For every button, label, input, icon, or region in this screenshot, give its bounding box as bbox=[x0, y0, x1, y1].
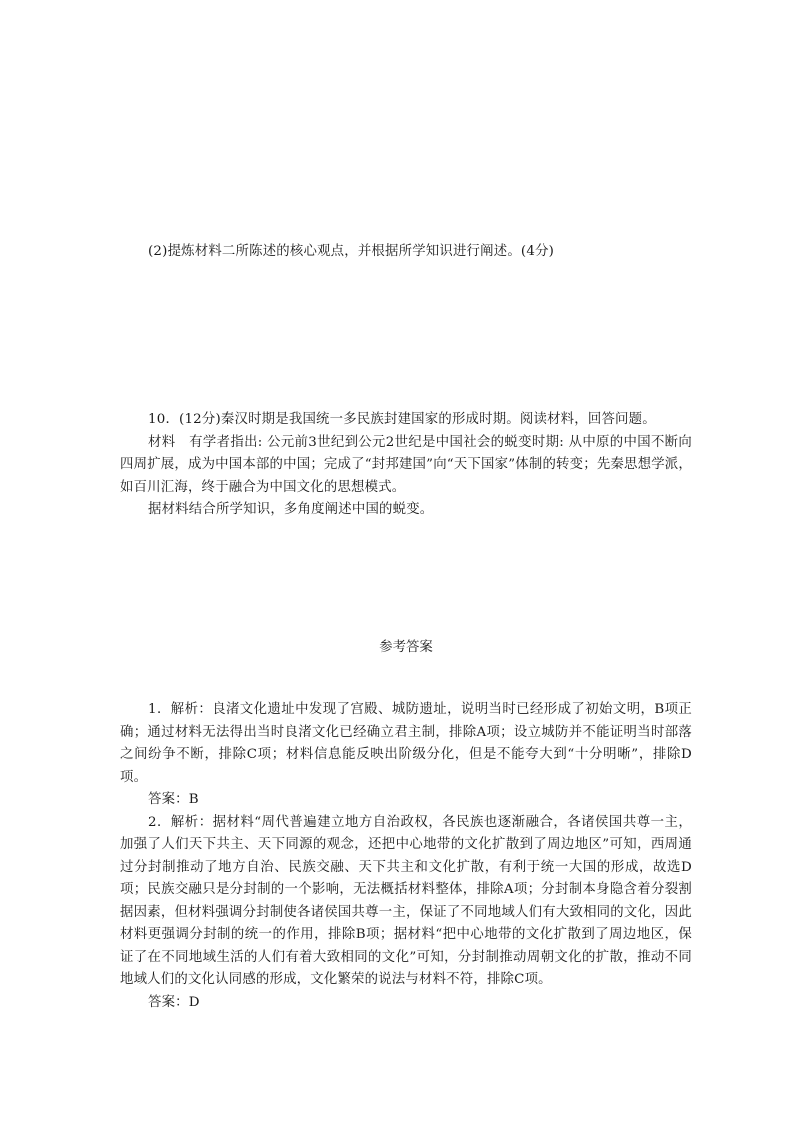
answer-2-analysis: 2．解析：据材料“周代普遍建立地方自治政权，各民族也逐渐融合，各诸侯国共尊一主，加强了人们天下共主、天下同源的观念，还把中心地带的文化扩散到了周边地区”可知，西周通过分封制推动了地方自治、民族交融、天下共主和文化扩散，有利于统一大国的形成，故选D项；民族交融只是分封制的一个影响，无法概括材料整体，排除A项；分封制本身隐含着分裂割据因素，但材料强调分封制使各诸侯国共尊一主，保证了不同地域人们有大致相同的文化，因此材料更强调分封制的统一的作用，排除B项；据材料“把中心地带的文化扩散到了周边地区，保证了在不同地域生活的人们有着大致相同的文化”可知，分封制推动周朝文化的扩散，推动不同地域人们的文化认同感的形成，文化繁荣的说法与材料不符，排除C项。 bbox=[120, 814, 692, 987]
question-10-stem: 10．(12分)秦汉时期是我国统一多民族封建国家的形成时期。阅读材料，回答问题。 bbox=[148, 412, 656, 427]
answer-1-result: 答案：B bbox=[148, 792, 199, 807]
question-9-part-2 bbox=[120, 241, 692, 264]
answers-title: 参考答案 bbox=[379, 640, 433, 655]
question-9-part-2-text: (2)提炼材料二所陈述的核心观点，并根据所学知识进行阐述。(4分) bbox=[148, 244, 555, 259]
question-10-task: 据材料结合所学知识，多角度阐述中国的蜕变。 bbox=[148, 502, 434, 517]
question-10-material: 材料 有学者指出: 公元前3世纪到公元2世纪是中国社会的蜕变时期: 从中原的中国不断向四周扩展，成为中国本部的中国；完成了“封邦建国”向“天下国家”体制的转变；先秦思想学派，如百川汇海，终于融合为中国文化的思想模式。 bbox=[120, 434, 692, 495]
question-10 bbox=[120, 409, 692, 522]
answer-2-result: 答案：D bbox=[148, 994, 200, 1010]
answers-list bbox=[120, 699, 692, 1014]
answer-1-analysis: 1．解析：良渚文化遗址中发现了宫殿、城防遗址，说明当时已经形成了初始文明，B项正确；通过材料无法得出当时良渚文化已经确立君主制，排除A项；设立城防并不能证明当时部落之间纷争不断，排除C项；材料信息能反映出阶级分化，但是不能夸大到“十分明晰”，排除D项。 bbox=[120, 702, 692, 785]
